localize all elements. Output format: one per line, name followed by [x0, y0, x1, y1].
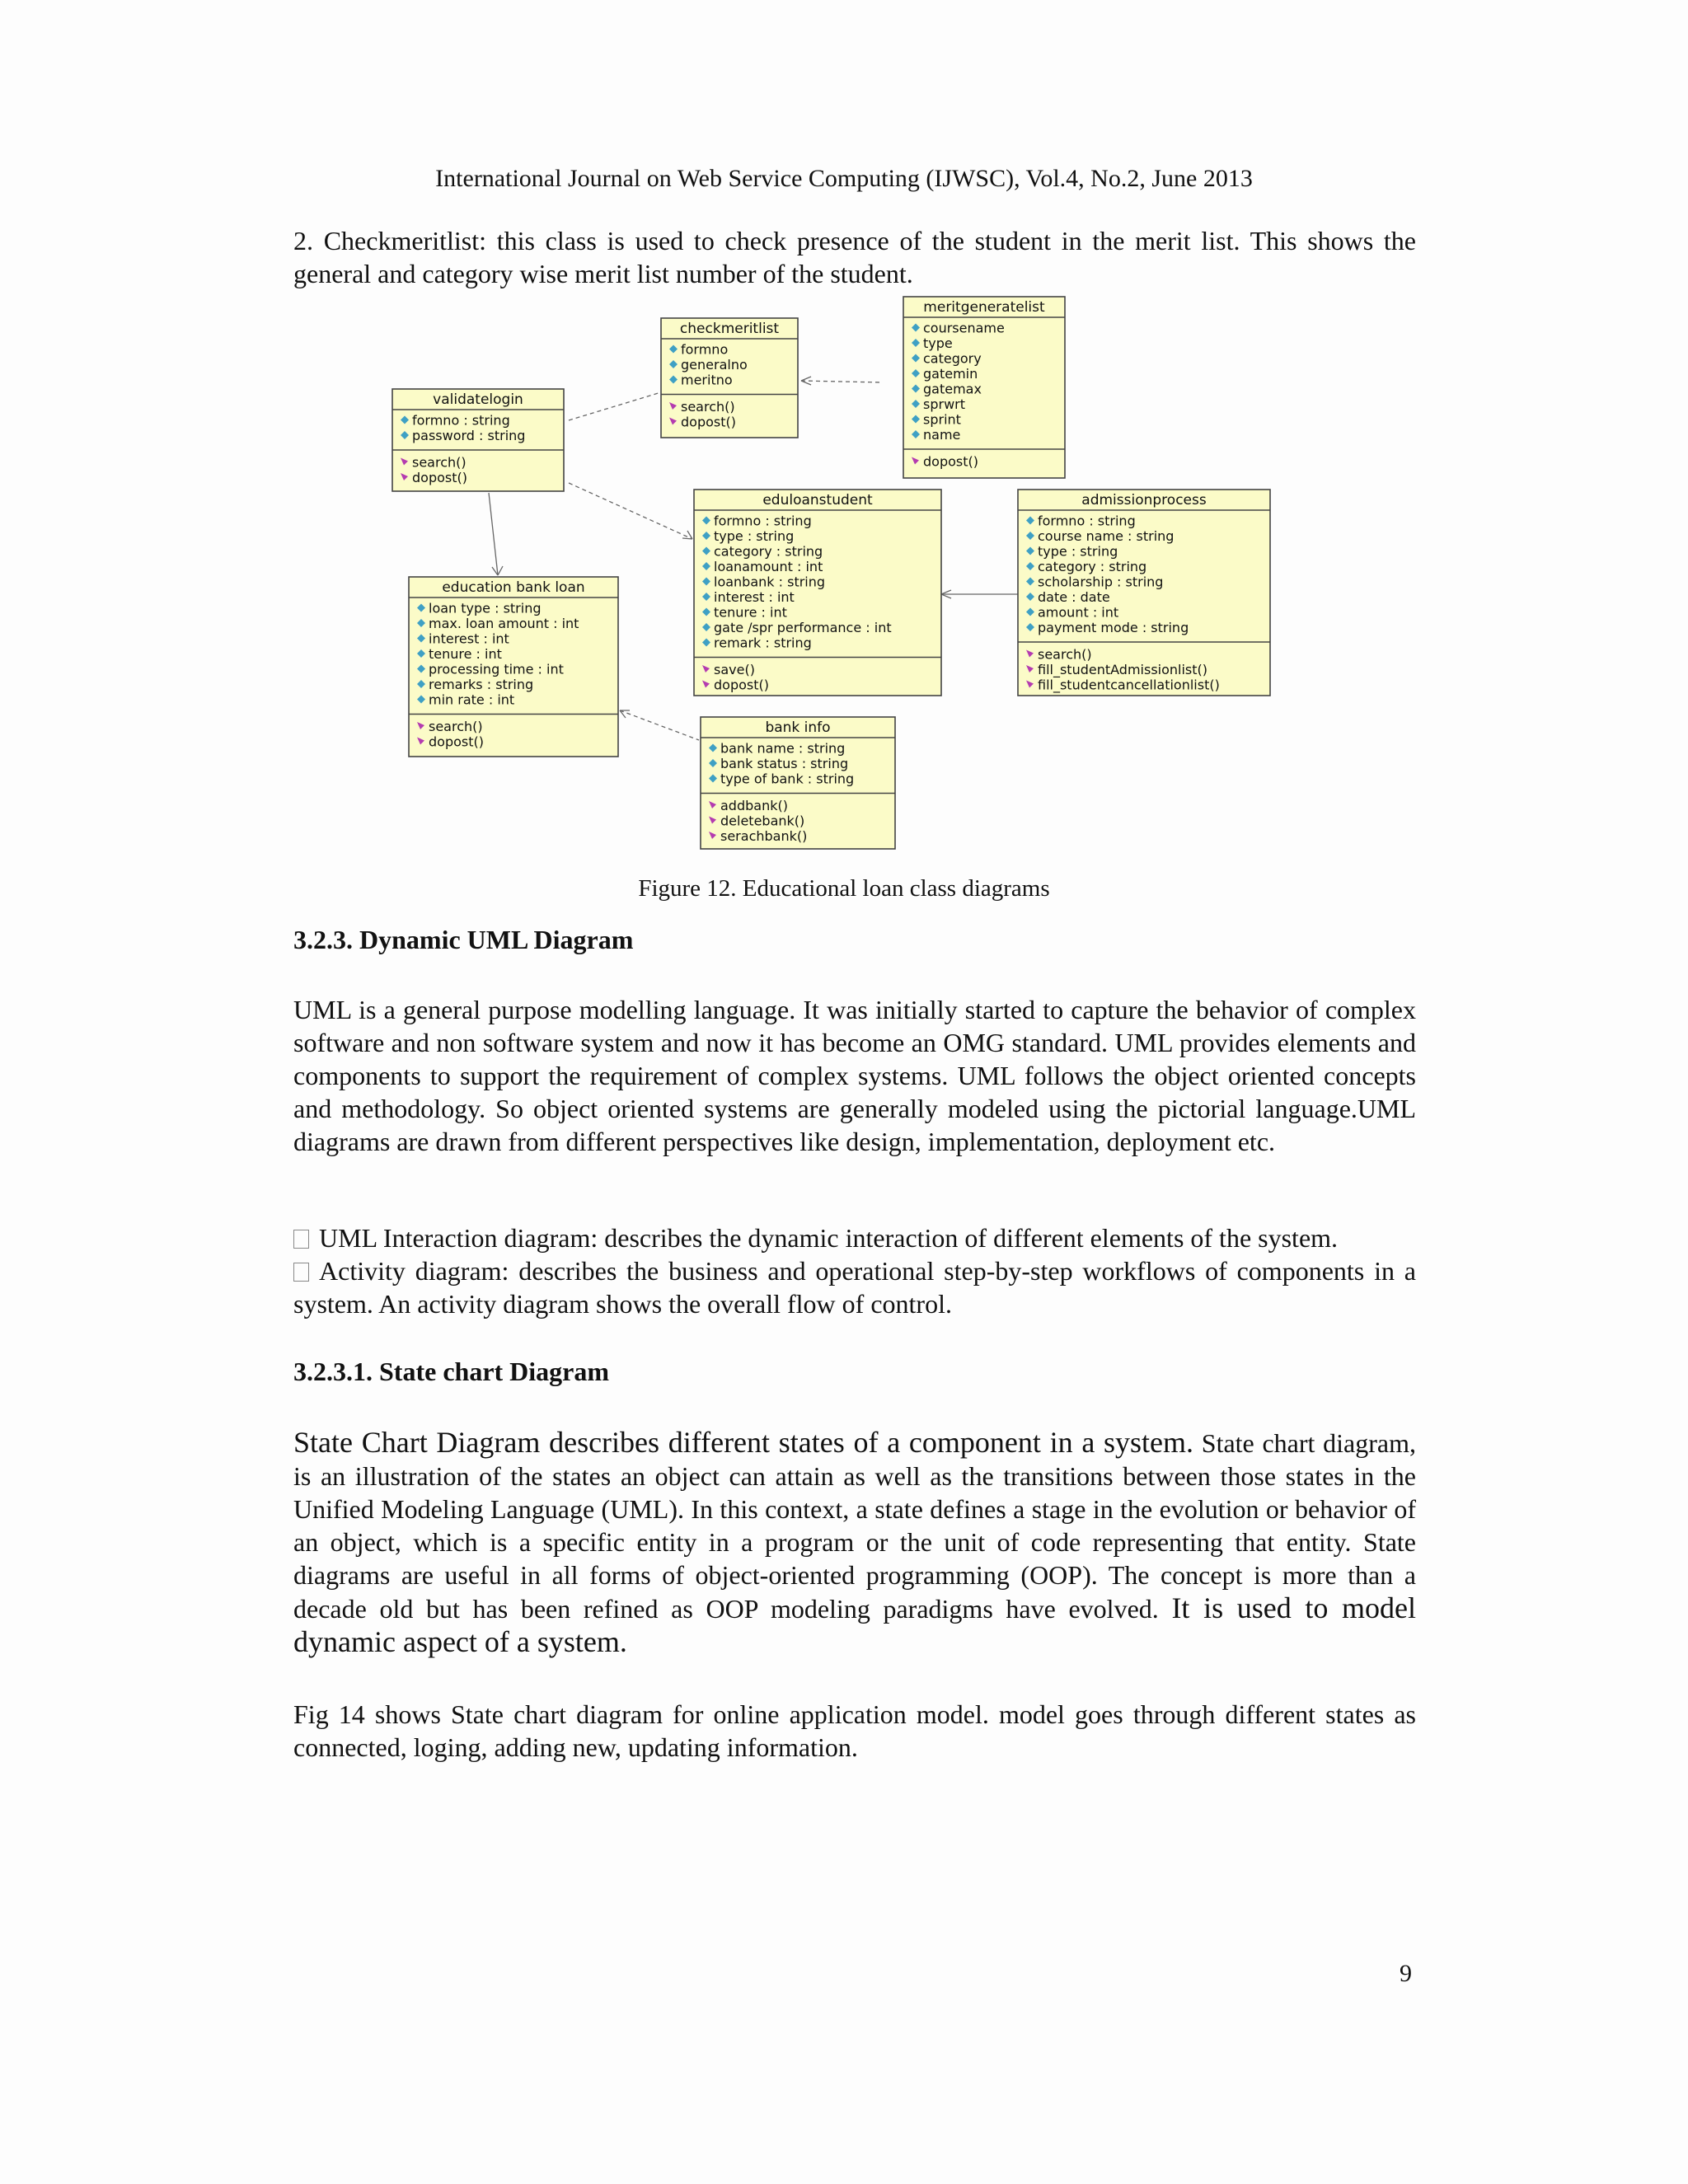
class-attribute: sprint [923, 411, 961, 428]
uml-class-validatelogin [392, 389, 564, 491]
class-attribute: loan type : string [429, 600, 542, 616]
class-attribute: min rate : int [429, 691, 515, 708]
figure-caption: Figure 12. Educational loan class diagrams [638, 875, 1050, 902]
class-attribute: payment mode : string [1038, 620, 1189, 635]
class-name: education bank loan [442, 579, 585, 596]
class-attribute: coursename [923, 320, 1005, 336]
class-attribute: formno : string [714, 513, 812, 529]
class-attribute: gate /spr performance : int [714, 620, 892, 635]
class-attribute: max. loan amount : int [429, 616, 579, 631]
class-attribute: remarks : string [429, 677, 534, 692]
class-attribute: processing time : int [429, 661, 564, 677]
class-operation: dopost() [412, 470, 467, 485]
class-operation: fill_studentAdmissionlist() [1038, 662, 1208, 677]
class-attribute: type : string [714, 528, 795, 544]
uml-class-meritgeneratelist [903, 297, 1065, 478]
bullet-interaction-diagram: UML Interaction diagram: describes the dynamic interaction of different elements of the system. [293, 1221, 1416, 1254]
class-attribute: formno : string [412, 412, 510, 429]
class-diagram [363, 295, 1311, 864]
class-attribute: scholarship : string [1038, 574, 1164, 590]
class-attribute: meritno [681, 372, 733, 388]
class-attribute: password : string [412, 428, 526, 443]
class-operation: fill_studentcancellationlist() [1038, 677, 1220, 693]
rel-validatelogin-educationbankloan [489, 493, 498, 575]
class-name: bank info [765, 719, 831, 736]
class-attribute: date : date [1038, 589, 1110, 605]
class-attribute: sprwrt [923, 396, 966, 412]
class-operation: save() [714, 662, 755, 677]
class-name: eduloanstudent [762, 492, 873, 509]
uml-class-bank-info [701, 717, 895, 849]
class-attribute: loanamount : int [714, 559, 823, 574]
class-attribute: type : string [1038, 543, 1118, 560]
class-name: validatelogin [433, 391, 523, 408]
class-attribute: formno : string [1038, 513, 1136, 529]
class-operation: search() [412, 454, 467, 471]
rel-bankinfo-educationbankloan [620, 710, 699, 740]
uml-class-admissionprocess [1018, 490, 1270, 696]
uml-class-education-bank-loan [409, 577, 618, 757]
class-attribute: generalno [681, 357, 748, 373]
class-attribute: gatemin [923, 366, 978, 382]
class-attribute: interest : int [429, 630, 509, 647]
bullet-icon [293, 1230, 309, 1249]
class-attribute: tenure : int [429, 646, 502, 662]
rel-meritgeneratelist-checkmeritlist [801, 381, 882, 382]
section-heading-dynamic-uml: 3.2.3. Dynamic UML Diagram [293, 925, 634, 954]
paragraph-state-chart: State Chart Diagram describes different states of a component in a system. State chart diagram, is an illustration of the states an object can attain as well as the transitions between those states in the Unified Modeling Language (UML). In this context, a state defines a stage in the evolution or behavior of an object, which is a specific entity in a program or the unit of code representing that entity. State diagrams are useful in all forms of object-oriented programming (OOP). The concept is more than a decade old but has been refined as OOP modeling paradigms have evolved. It is used to model dynamic aspect of a system. [293, 1426, 1417, 1658]
class-name: meritgeneratelist [923, 299, 1045, 316]
class-attribute: type of bank : string [720, 771, 855, 787]
uml-class-eduloanstudent [694, 490, 941, 696]
class-operation: deletebank() [720, 813, 805, 829]
class-attribute: remark : string [714, 635, 812, 651]
class-operation: serachbank() [720, 828, 808, 844]
class-operation: dopost() [429, 733, 484, 750]
class-operation: dopost() [681, 414, 736, 430]
page-number: 9 [1400, 1960, 1412, 1987]
class-attribute: bank name : string [720, 740, 846, 757]
intro-paragraph: 2. Checkmeritlist: this class is used to check presence of the student in the merit list. This shows the general and category wise merit list number of the student. [293, 226, 1416, 288]
bullet-activity-diagram: Activity diagram: describes the business and operational step-by-step workflows of components in a system. An activity diagram shows the overall flow of control. [293, 1256, 1416, 1319]
class-attribute: course name : string [1038, 528, 1175, 544]
bullet-icon [293, 1263, 309, 1282]
class-name: checkmeritlist [679, 321, 780, 337]
class-operation: search() [1038, 646, 1092, 663]
uml-class-checkmeritlist [661, 318, 798, 438]
journal-header: International Journal on Web Service Computing (IJWSC), Vol.4, No.2, June 2013 [435, 165, 1253, 192]
class-attribute: category [923, 350, 982, 367]
class-attribute: category : string [1038, 559, 1147, 574]
class-attribute: formno [681, 341, 729, 358]
class-name: admissionprocess [1081, 492, 1207, 509]
class-operation: search() [429, 719, 483, 734]
class-operation: dopost() [923, 453, 978, 470]
class-attribute: name [923, 427, 961, 443]
class-operation: addbank() [720, 798, 788, 813]
section-heading-state-chart: 3.2.3.1. State chart Diagram [293, 1357, 610, 1386]
class-attribute: gatemax [923, 381, 982, 397]
rel-validatelogin-eduloanstudent [569, 483, 692, 539]
class-attribute: tenure : int [714, 604, 787, 621]
class-attribute: amount : int [1038, 604, 1119, 621]
paragraph-uml: UML is a general purpose modelling language. It was initially started to capture the behavior of complex software and non software system and now it has become an OMG standard. UML provides elements and components to support the requirement of complex systems. UML follows the object oriented concepts and methodology. So object oriented systems are generally modeled using the pictorial language.UML diagrams are drawn from different perspectives like design, implementation, deployment etc. [293, 995, 1416, 1156]
class-attribute: type [923, 335, 953, 351]
class-attribute: category : string [714, 543, 823, 560]
class-attribute: loanbank : string [714, 574, 826, 590]
rel-validatelogin-checkmeritlist [569, 392, 661, 420]
class-attribute: bank status : string [720, 756, 849, 771]
paragraph-fig14: Fig 14 shows State chart diagram for online application model. model goes through different states as connected, loging, adding new, updating information. [293, 1699, 1416, 1762]
class-operation: dopost() [714, 677, 769, 693]
class-operation: search() [681, 399, 735, 415]
class-attribute: interest : int [714, 589, 795, 605]
